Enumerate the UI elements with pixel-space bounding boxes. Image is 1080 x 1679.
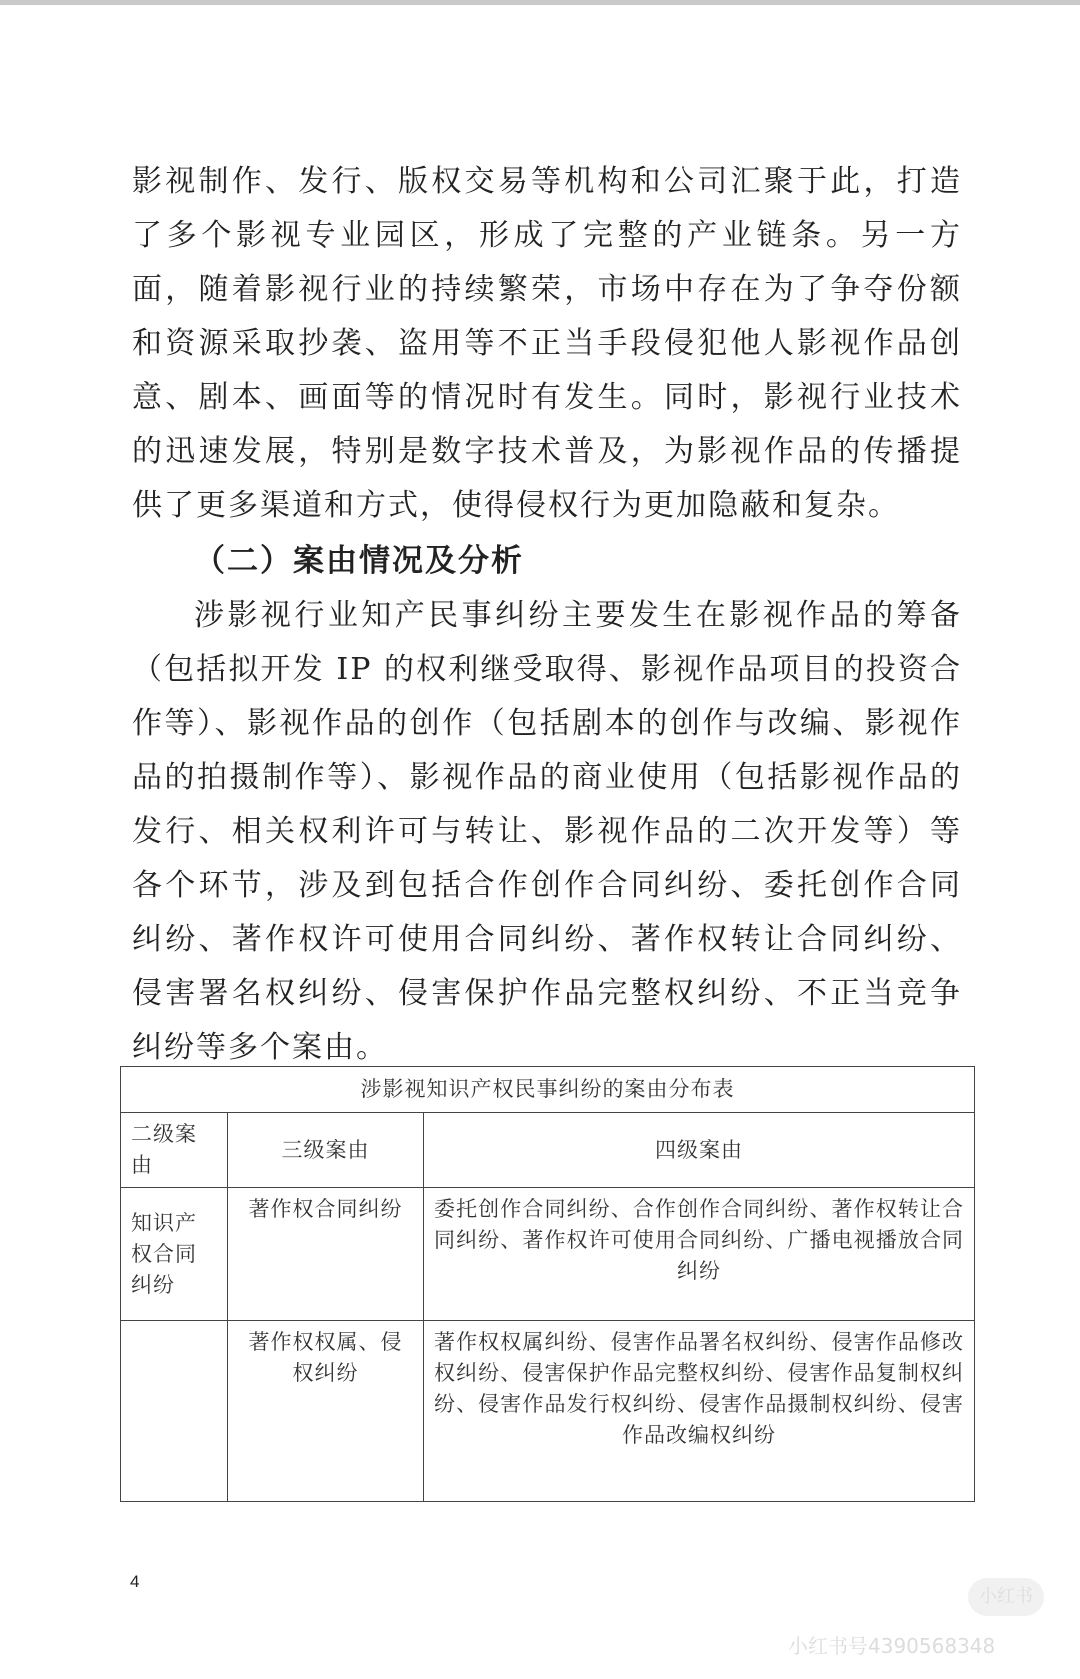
cell-level2 (121, 1321, 228, 1502)
cell-level3: 著作权合同纠纷 (228, 1188, 424, 1321)
cell-level4: 委托创作合同纠纷、合作创作合同纠纷、著作权转让合同纠纷、著作权许可使用合同纠纷、广播电视播放合同纠纷 (424, 1188, 975, 1321)
top-border-bar (0, 0, 1080, 5)
body-paragraph: 涉影视行业知产民事纠纷主要发生在影视作品的筹备（包括拟开发 IP 的权利继受取得、影视作品项目的投资合作等）、影视作品的创作（包括剧本的创作与改编、影视作品的拍摄制作等）、影视作品的商业使用（包括影视作品的发行、相关权利许可与转让、影视作品的二次开发等）等各个环节，涉及到包括合作创作合同纠纷、委托创作合同纠纷、著作权许可使用合同纠纷、著作权转让合同纠纷、侵害署名权纠纷、侵害保护作品完整权纠纷、不正当竞争纠纷等多个案由。 (132, 598, 962, 1065)
body-paragraph: 影视制作、发行、版权交易等机构和公司汇聚于此，打造了多个影视专业园区，形成了完整的产业链条。另一方面，随着影视行业的持续繁荣，市场中存在为了争夺份额和资源采取抄袭、盗用等不正当手段侵犯他人影视作品创意、剧本、画面等的情况时有发生。同时，影视行业技术的迅速发展，特别是数字技术普及，为影视作品的传播提供了更多渠道和方式，使得侵权行为更加隐蔽和复杂。 (132, 164, 962, 523)
table-row (121, 1188, 975, 1321)
column-header-level3: 三级案由 (228, 1113, 424, 1188)
column-header-level2: 二级案由 (121, 1113, 228, 1188)
cell-level4: 著作权权属纠纷、侵害作品署名权纠纷、侵害作品修改权纠纷、侵害保护作品完整权纠纷、侵害作品复制权纠纷、侵害作品发行权纠纷、侵害作品摄制权纠纷、侵害作品改编权纠纷 (424, 1321, 975, 1502)
cell-level3: 著作权权属、侵权纠纷 (228, 1321, 424, 1502)
column-header-level4: 四级案由 (424, 1113, 975, 1188)
case-distribution-table (120, 1066, 975, 1502)
table-row (121, 1321, 975, 1502)
table-caption: 涉影视知识产权民事纠纷的案由分布表 (121, 1067, 975, 1113)
page-number: 4 (130, 1572, 140, 1591)
watermark-text: 小红书号4390568348 (788, 1634, 996, 1658)
table-header-row (121, 1113, 975, 1188)
cell-level2: 知识产权合同纠纷 (121, 1188, 228, 1321)
document-body (132, 155, 962, 1075)
section-heading: （二）案由情况及分析 (194, 543, 524, 579)
watermark-logo: 小红书 (968, 1578, 1044, 1616)
